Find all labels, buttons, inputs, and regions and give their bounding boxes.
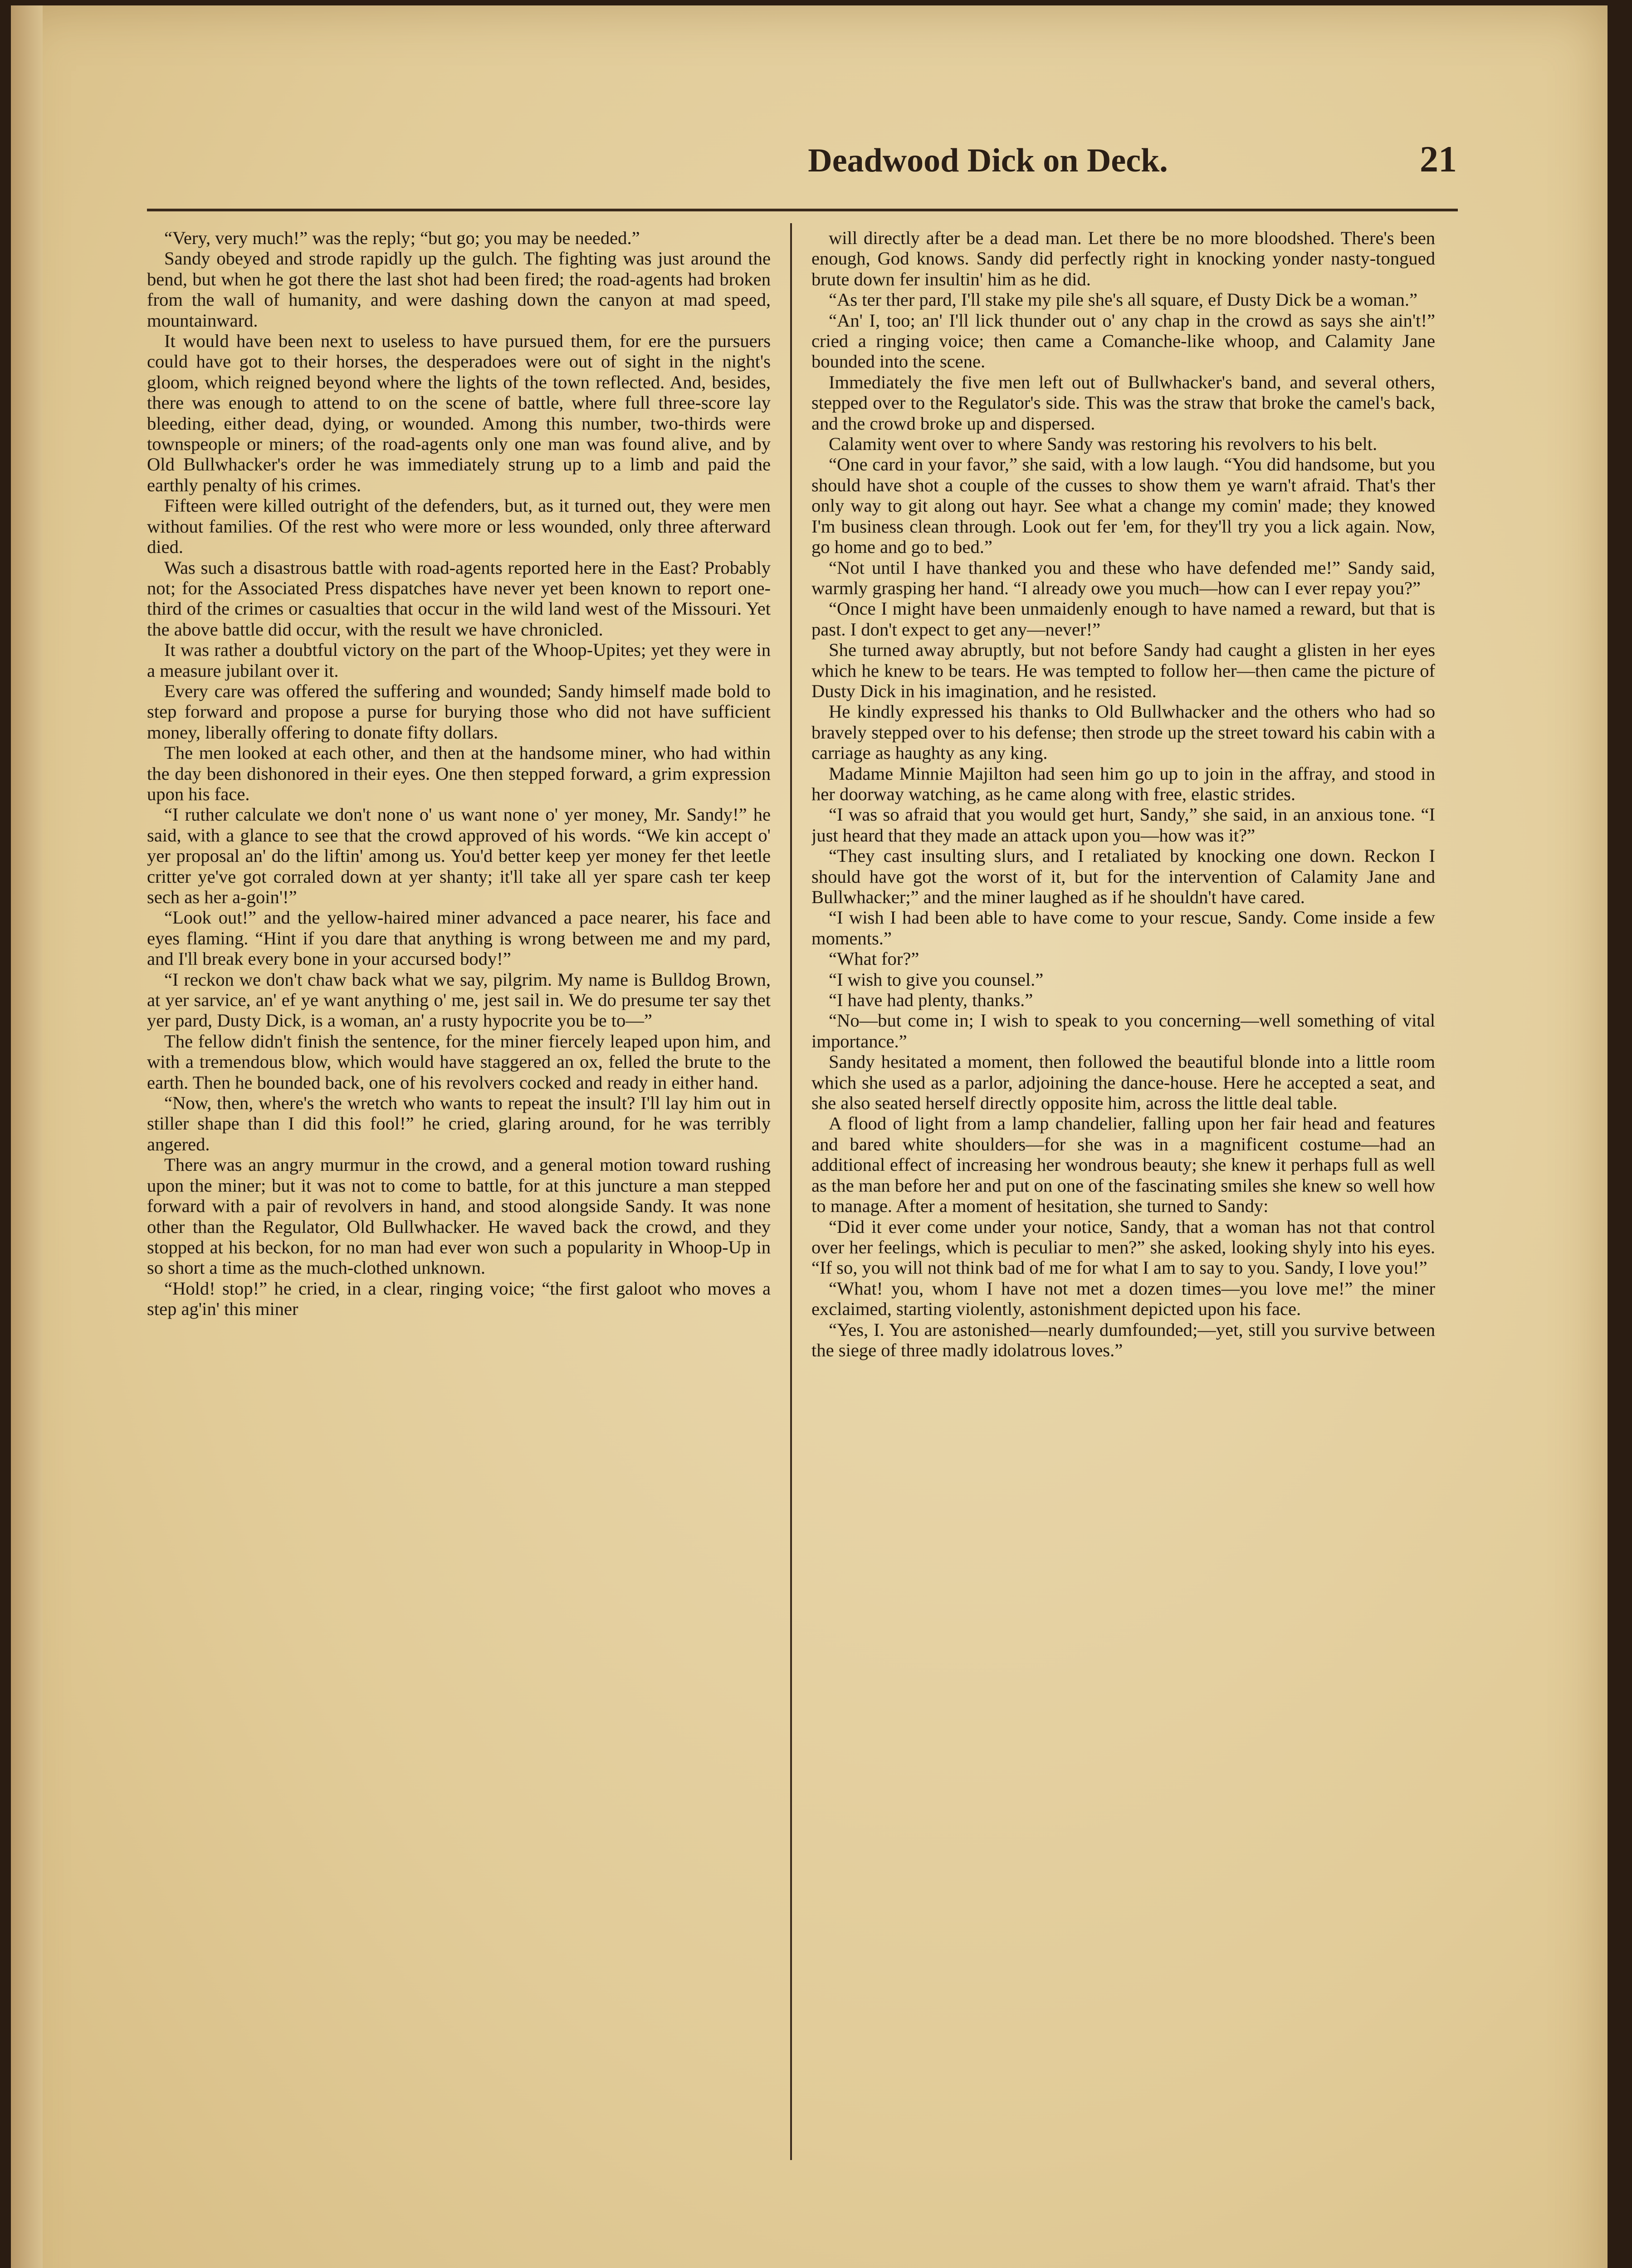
paragraph: “An' I, too; an' I'll lick thunder out o' any chap in the crowd as says she ain't!” cried a ringing voice; then came a Comanche-like whoop, and Calamity Jane bounded into the scene. — [811, 310, 1435, 372]
right-column — [811, 228, 1435, 2214]
paragraph: It would have been next to useless to have pursued them, for ere the pursuers could have got to their horses, the desperadoes were out of sight in the night's gloom, which reigned beyond where the lights of the town reflected. And, besides, there was enough to attend to on the scene of battle, where full three-score lay bleeding, either dead, dying, or wounded. Among this number, two-thirds were townspeople or miners; of the road-agents only one man was found alive, and by Old Bullwhacker's order he was immediately strung up to a limb and paid the earthly penalty of his crimes. — [147, 331, 771, 495]
paragraph: “What for?” — [829, 948, 919, 969]
book-page — [11, 5, 1608, 2268]
paragraph: “I have had plenty, thanks.” — [829, 990, 1033, 1011]
paragraph: “What! you, whom I have not met a dozen times—you love me!” the miner exclaimed, starting violently, astonishment depicted upon his face. — [811, 1278, 1435, 1320]
paragraph: Was such a disastrous battle with road-agents reported here in the East? Probably not; for the Associated Press dispatches have never yet been known to report one-third of the crimes or casualties that occur in the wild land west of the Missouri. Yet the above battle did occur, with the result we have chronicled. — [147, 557, 771, 640]
paragraph: The men looked at each other, and then at the handsome miner, who had within the day been dishonored in their eyes. One then stepped forward, a grim expression upon his face. — [147, 743, 771, 804]
header-rule — [147, 209, 1458, 211]
paragraph: The fellow didn't finish the sentence, for the miner fiercely leaped upon him, and with a tremendous blow, which would have staggered an ox, felled the brute to the earth. Then he bounded back, one of his revolvers cocked and ready in either hand. — [147, 1031, 771, 1093]
paragraph: “Did it ever come under your notice, Sandy, that a woman has not that control over her feelings, which is peculiar to men?” she asked, looking shyly into his eyes. “If so, you will not think bad of me for what I am to say to you. Sandy, I love you!” — [811, 1216, 1435, 1278]
paragraph: “I reckon we don't chaw back what we say, pilgrim. My name is Bulldog Brown, at yer sarvice, an' ef ye want anything o' me, jest sail in. We do presume ter say thet yer pard, Dusty Dick, is a woman, an' a rusty hypocrite you be to—” — [147, 969, 771, 1031]
page-number: 21 — [1420, 138, 1457, 180]
paragraph: “Once I might have been unmaidenly enough to have named a reward, but that is past. I don't expect to get any—never!” — [811, 598, 1435, 640]
paragraph: “Look out!” and the yellow-haired miner advanced a pace nearer, his face and eyes flaming. “Hint if you dare that anything is wrong between me and my pard, and I'll break every bone in your accursed body!” — [147, 907, 771, 969]
paragraph: “As ter ther pard, I'll stake my pile she's all square, ef Dusty Dick be a woman.” — [829, 289, 1418, 310]
paragraph: Calamity went over to where Sandy was restoring his revolvers to his belt. — [829, 434, 1378, 455]
paragraph: “One card in your favor,” she said, with a low laugh. “You did handsome, but you should have shot a couple of the cusses to show them ye warn't afraid. That's ther only way to git along out hayr. See what a change my comin' made; they knowed I'm business clean through. Look out fer 'em, for they'll try you a lick again. Now, go home and go to bed.” — [811, 454, 1435, 557]
paragraph: He kindly expressed his thanks to Old Bullwhacker and the others who had so bravely stepped over to his defense; then strode up the street toward his cabin with a carriage as haughty as any king. — [811, 701, 1435, 763]
paragraph: Sandy obeyed and strode rapidly up the gulch. The fighting was just around the bend, but when he got there the last shot had been fired; the road-agents had broken from the wall of humanity, and were dashing down the canyon at mad speed, mountainward. — [147, 248, 771, 331]
page-gutter — [11, 5, 43, 2268]
paragraph: will directly after be a dead man. Let there be no more bloodshed. There's been enough, God knows. Sandy did perfectly right in knocking yonder nasty-tongued brute down fer insultin' him as he did. — [811, 228, 1435, 289]
paragraph: Fifteen were killed outright of the defenders, but, as it turned out, they were men without families. Of the rest who were more or less wounded, only three afterward died. — [147, 495, 771, 557]
column-divider — [790, 223, 792, 2160]
paragraph: There was an angry murmur in the crowd, and a general motion toward rushing upon the miner; but it was not to come to battle, for at this juncture a man stepped forward with a pair of revolvers in hand, and stood alongside Sandy. It was none other than the Regulator, Old Bullwhacker. He waved back the crowd, and they stopped at his beckon, for no man had ever won such a popularity in Whoop-Up in so short a time as the much-clothed unknown. — [147, 1154, 771, 1278]
paragraph: She turned away abruptly, but not before Sandy had caught a glisten in her eyes which he knew to be tears. He was tempted to follow her—then came the picture of Dusty Dick in his imagination, and he resisted. — [811, 640, 1435, 701]
paragraph: “I ruther calculate we don't none o' us want none o' yer money, Mr. Sandy!” he said, with a glance to see that the crowd approved of his words. “We kin accept o' yer proposal an' do the liftin' among us. You'd better keep yer money fer thet leetle critter ye've got corraled down at yer shanty; it'll take all yer spare cash ter keep sech as her a-goin'!” — [147, 804, 771, 907]
paragraph: “Very, very much!” was the reply; “but go; you may be needed.” — [164, 228, 640, 248]
paragraph: “I was so afraid that you would get hurt, Sandy,” she said, in an anxious tone. “I just heard that they made an attack upon you—how was it?” — [811, 804, 1435, 846]
paragraph: “Hold! stop!” he cried, in a clear, ringing voice; “the first galoot who moves a step ag'in' this miner — [147, 1278, 771, 1320]
paragraph: “They cast insulting slurs, and I retaliated by knocking one down. Reckon I should have got the worst of it, but for the intervention of Calamity Jane and Bullwhacker;” and the miner laughed as if he shouldn't have cared. — [811, 846, 1435, 907]
paragraph: “I wish I had been able to have come to your rescue, Sandy. Come inside a few moments.” — [811, 907, 1435, 948]
paragraph: “Not until I have thanked you and these who have defended me!” Sandy said, warmly grasping her hand. “I already owe you much—how can I ever repay you?” — [811, 557, 1435, 598]
paragraph: A flood of light from a lamp chandelier, falling upon her fair head and features and bared white shoulders—for she was in a magnificent costume—had an additional effect of increasing her wondrous beauty; she knew it perhaps full as well as the man before her and put on one of the fascinating smiles she knew so well how to manage. After a moment of hesitation, she turned to Sandy: — [811, 1113, 1435, 1217]
left-column — [147, 228, 771, 2214]
paragraph: “I wish to give you counsel.” — [829, 969, 1044, 990]
paragraph: “Now, then, where's the wretch who wants to repeat the insult? I'll lay him out in stiller shape than I did this fool!” he cried, glaring around, for he was terribly angered. — [147, 1093, 771, 1154]
running-head-title: Deadwood Dick on Deck. — [808, 142, 1168, 179]
paragraph: Immediately the five men left out of Bullwhacker's band, and several others, stepped over to the Regulator's side. This was the straw that broke the camel's back, and the crowd broke up and dispersed. — [811, 371, 1435, 434]
paragraph: It was rather a doubtful victory on the part of the Whoop-Upites; yet they were in a measure jubilant over it. — [147, 640, 771, 681]
paragraph: “No—but come in; I wish to speak to you concerning—well something of vital importance.” — [811, 1010, 1435, 1051]
paragraph: Sandy hesitated a moment, then followed the beautiful blonde into a little room which she used as a parlor, adjoining the dance-house. Here he accepted a seat, and she also seated herself directly opposite him, across the little deal table. — [811, 1051, 1435, 1114]
paragraph: “Yes, I. You are astonished—nearly dumfounded;—yet, still you survive between the siege of three madly idolatrous loves.” — [811, 1319, 1435, 1360]
paragraph: Every care was offered the suffering and wounded; Sandy himself made bold to step forward and propose a purse for burying those who did not have sufficient money, liberally offering to donate fifty dollars. — [147, 680, 771, 743]
paragraph: Madame Minnie Majilton had seen him go up to join in the affray, and stood in her doorway watching, as he came along with free, elastic strides. — [811, 763, 1435, 804]
